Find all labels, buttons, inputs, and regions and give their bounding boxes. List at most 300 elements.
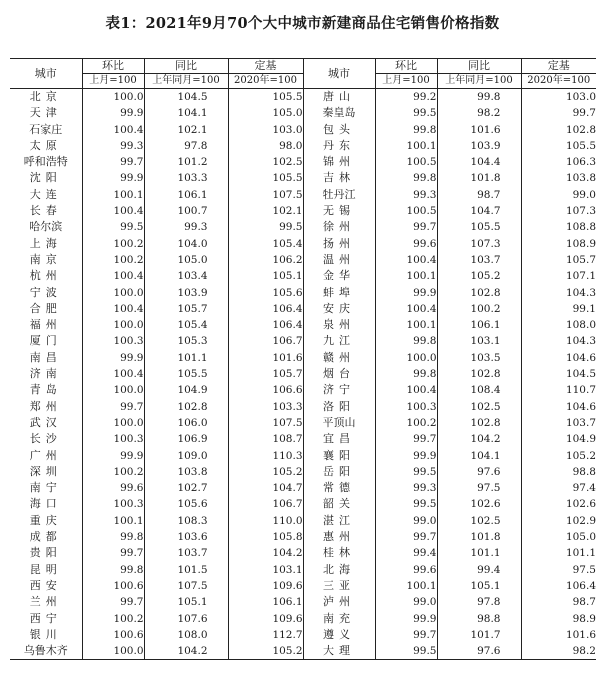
mom-value-left: 100.0 — [82, 317, 144, 333]
table-row — [10, 268, 596, 284]
yoy-value-right: 103.1 — [437, 333, 521, 349]
city-name-right: 北海 — [303, 562, 375, 578]
base-value-left: 109.6 — [228, 611, 303, 627]
base-value-left: 105.6 — [228, 285, 303, 301]
base-value-left: 103.1 — [228, 562, 303, 578]
mom-value-left: 99.8 — [82, 529, 144, 545]
mom-value-left: 100.0 — [82, 382, 144, 398]
city-name-right: 岳阳 — [303, 464, 375, 480]
price-index-table — [10, 58, 596, 660]
city-name-left: 西宁 — [29, 611, 62, 625]
mom-value-right: 99.5 — [375, 643, 437, 660]
yoy-value-left: 109.0 — [144, 448, 228, 464]
table-row — [10, 448, 596, 464]
base-value-right: 108.0 — [521, 317, 596, 333]
yoy-value-right: 97.5 — [437, 480, 521, 496]
city-name-right: 韶关 — [303, 496, 375, 512]
yoy-value-left: 105.6 — [144, 496, 228, 512]
city-name-right: 惠州 — [303, 529, 375, 545]
yoy-value-right: 97.6 — [437, 464, 521, 480]
yoy-value-left: 104.5 — [144, 89, 228, 106]
table-row — [10, 513, 596, 529]
base-value-right: 97.4 — [521, 480, 596, 496]
yoy-value-right: 102.5 — [437, 399, 521, 415]
city-name-left: 重庆 — [29, 513, 62, 527]
mom-value-right: 99.5 — [375, 105, 437, 121]
base-value-left: 105.5 — [228, 89, 303, 106]
base-value-left: 106.7 — [228, 333, 303, 349]
base-value-left: 106.6 — [228, 382, 303, 398]
city-name-right: 襄阳 — [303, 448, 375, 464]
yoy-value-left: 101.1 — [144, 350, 228, 366]
yoy-value-right: 101.1 — [437, 545, 521, 561]
yoy-value-left: 103.4 — [144, 268, 228, 284]
table-row — [10, 496, 596, 512]
mom-value-left: 100.3 — [82, 431, 144, 447]
mom-value-right: 99.8 — [375, 170, 437, 186]
mom-value-left: 100.4 — [82, 268, 144, 284]
city-name-left: 郑州 — [29, 399, 62, 413]
mom-value-right: 99.9 — [375, 611, 437, 627]
base-value-left: 112.7 — [228, 627, 303, 643]
city-name-right: 锦州 — [303, 154, 375, 170]
base-value-right: 99.0 — [521, 187, 596, 203]
city-name-left: 哈尔滨 — [29, 220, 63, 234]
base-value-right: 101.6 — [521, 627, 596, 643]
mom-value-right: 99.8 — [375, 333, 437, 349]
mom-value-right: 99.7 — [375, 219, 437, 235]
subheader-base-right: 2020年=100 — [521, 74, 596, 89]
base-value-right: 106.4 — [521, 578, 596, 594]
table-row — [10, 627, 596, 643]
mom-value-left: 100.2 — [82, 252, 144, 268]
base-value-right: 105.0 — [521, 529, 596, 545]
base-value-right: 99.7 — [521, 105, 596, 121]
yoy-value-left: 105.3 — [144, 333, 228, 349]
mom-value-right: 100.3 — [375, 399, 437, 415]
table-row — [10, 122, 596, 138]
mom-value-right: 100.1 — [375, 138, 437, 154]
city-name-left: 昆明 — [29, 562, 62, 576]
mom-value-left: 100.3 — [82, 496, 144, 512]
city-name-right: 无锡 — [303, 203, 375, 219]
base-value-left: 106.4 — [228, 317, 303, 333]
yoy-value-right: 104.2 — [437, 431, 521, 447]
yoy-value-left: 106.1 — [144, 187, 228, 203]
base-value-right: 102.8 — [521, 122, 596, 138]
table-row — [10, 170, 596, 186]
table-row — [10, 105, 596, 121]
table-row — [10, 529, 596, 545]
city-name-left: 太原 — [29, 138, 62, 152]
table-row — [10, 431, 596, 447]
city-name-left: 银川 — [29, 627, 62, 641]
table-row — [10, 480, 596, 496]
yoy-value-left: 105.7 — [144, 301, 228, 317]
mom-value-left: 100.0 — [82, 285, 144, 301]
city-name-right: 丹东 — [303, 138, 375, 154]
city-name-left: 济南 — [29, 367, 62, 381]
city-name-left: 石家庄 — [29, 122, 63, 136]
header-base-right: 定基 — [521, 59, 596, 74]
city-name-left: 成都 — [29, 530, 62, 544]
city-name-right: 平顶山 — [303, 415, 375, 431]
mom-value-left: 100.2 — [82, 611, 144, 627]
city-name-right: 桂林 — [303, 545, 375, 561]
mom-value-left: 99.8 — [82, 562, 144, 578]
city-name-right: 赣州 — [303, 350, 375, 366]
base-value-left: 104.2 — [228, 545, 303, 561]
yoy-value-left: 105.1 — [144, 594, 228, 610]
base-value-right: 98.8 — [521, 464, 596, 480]
city-name-right: 牡丹江 — [303, 187, 375, 203]
yoy-value-left: 99.3 — [144, 219, 228, 235]
yoy-value-right: 100.2 — [437, 301, 521, 317]
mom-value-left: 100.0 — [82, 643, 144, 660]
yoy-value-right: 99.8 — [437, 89, 521, 106]
yoy-value-right: 104.1 — [437, 448, 521, 464]
mom-value-right: 99.9 — [375, 448, 437, 464]
city-name-right: 唐山 — [303, 89, 375, 106]
yoy-value-right: 108.4 — [437, 382, 521, 398]
yoy-value-left: 104.1 — [144, 105, 228, 121]
mom-value-right: 100.4 — [375, 382, 437, 398]
mom-value-left: 100.1 — [82, 187, 144, 203]
yoy-value-right: 106.1 — [437, 317, 521, 333]
city-name-right: 常德 — [303, 480, 375, 496]
mom-value-left: 99.9 — [82, 350, 144, 366]
mom-value-left: 99.9 — [82, 170, 144, 186]
base-value-left: 105.5 — [228, 170, 303, 186]
yoy-value-left: 105.4 — [144, 317, 228, 333]
base-value-left: 98.0 — [228, 138, 303, 154]
base-value-left: 108.7 — [228, 431, 303, 447]
base-value-right: 103.7 — [521, 415, 596, 431]
mom-value-left: 99.7 — [82, 545, 144, 561]
yoy-value-left: 97.8 — [144, 138, 228, 154]
city-name-right: 吉林 — [303, 170, 375, 186]
city-name-left: 乌鲁木齐 — [10, 643, 82, 660]
mom-value-left: 99.5 — [82, 219, 144, 235]
table-row — [10, 138, 596, 154]
yoy-value-left: 103.8 — [144, 464, 228, 480]
yoy-value-right: 98.8 — [437, 611, 521, 627]
city-name-left: 合肥 — [29, 301, 62, 315]
city-name-right: 大理 — [303, 643, 375, 660]
city-name-left: 兰州 — [29, 595, 62, 609]
yoy-value-right: 103.5 — [437, 350, 521, 366]
table-row — [10, 611, 596, 627]
city-name-left: 天津 — [29, 106, 62, 120]
yoy-value-right: 104.7 — [437, 203, 521, 219]
base-value-right: 105.7 — [521, 252, 596, 268]
table-row — [10, 399, 596, 415]
base-value-right: 103.0 — [521, 89, 596, 106]
city-name-left: 呼和浩特 — [23, 155, 68, 169]
mom-value-right: 99.6 — [375, 562, 437, 578]
mom-value-right: 99.7 — [375, 627, 437, 643]
table-body — [10, 89, 596, 660]
mom-value-right: 99.9 — [375, 285, 437, 301]
city-name-right: 安庆 — [303, 301, 375, 317]
yoy-value-left: 108.3 — [144, 513, 228, 529]
mom-value-right: 100.1 — [375, 578, 437, 594]
header-yoy-right: 同比 — [437, 59, 521, 74]
base-value-left: 102.5 — [228, 154, 303, 170]
yoy-value-left: 103.7 — [144, 545, 228, 561]
mom-value-left: 100.6 — [82, 578, 144, 594]
mom-value-right: 99.0 — [375, 594, 437, 610]
yoy-value-right: 102.8 — [437, 285, 521, 301]
city-name-right: 洛阳 — [303, 399, 375, 415]
yoy-value-right: 101.8 — [437, 170, 521, 186]
base-value-left: 101.6 — [228, 350, 303, 366]
yoy-value-left: 102.8 — [144, 399, 228, 415]
mom-value-left: 99.9 — [82, 448, 144, 464]
mom-value-left: 99.9 — [82, 105, 144, 121]
mom-value-left: 100.0 — [82, 415, 144, 431]
table-row — [10, 89, 596, 106]
base-value-left: 104.7 — [228, 480, 303, 496]
subheader-mom-right: 上月=100 — [375, 74, 437, 89]
table-row — [10, 578, 596, 594]
yoy-value-left: 103.3 — [144, 170, 228, 186]
mom-value-left: 99.7 — [82, 399, 144, 415]
mom-value-left: 100.4 — [82, 203, 144, 219]
yoy-value-left: 103.9 — [144, 285, 228, 301]
base-value-left: 103.0 — [228, 122, 303, 138]
mom-value-left: 100.1 — [82, 513, 144, 529]
base-value-right: 103.8 — [521, 170, 596, 186]
mom-value-left: 100.4 — [82, 122, 144, 138]
base-value-right: 102.9 — [521, 513, 596, 529]
base-value-left: 102.1 — [228, 203, 303, 219]
yoy-value-right: 101.7 — [437, 627, 521, 643]
table-row — [10, 317, 596, 333]
yoy-value-right: 98.2 — [437, 105, 521, 121]
base-value-right: 99.1 — [521, 301, 596, 317]
yoy-value-left: 104.9 — [144, 382, 228, 398]
base-value-right: 104.6 — [521, 399, 596, 415]
base-value-left: 106.7 — [228, 496, 303, 512]
base-value-right: 102.6 — [521, 496, 596, 512]
city-name-right: 扬州 — [303, 236, 375, 252]
city-name-right: 徐州 — [303, 219, 375, 235]
base-value-left: 105.8 — [228, 529, 303, 545]
base-value-right: 98.2 — [521, 643, 596, 660]
yoy-value-left: 105.0 — [144, 252, 228, 268]
table-row — [10, 285, 596, 301]
base-value-right: 104.3 — [521, 333, 596, 349]
mom-value-left: 99.6 — [82, 480, 144, 496]
base-value-right: 107.3 — [521, 203, 596, 219]
city-name-left: 广州 — [29, 448, 62, 462]
mom-value-right: 100.1 — [375, 317, 437, 333]
city-name-right: 泸州 — [303, 594, 375, 610]
mom-value-left: 100.6 — [82, 627, 144, 643]
mom-value-right: 100.2 — [375, 415, 437, 431]
table-row — [10, 301, 596, 317]
mom-value-right: 100.5 — [375, 203, 437, 219]
city-name-right: 遵义 — [303, 627, 375, 643]
base-value-left: 105.2 — [228, 643, 303, 660]
city-name-right: 湛江 — [303, 513, 375, 529]
table-row — [10, 594, 596, 610]
table-title: 表1：2021年9月70个大中城市新建商品住宅销售价格指数 — [105, 15, 500, 32]
mom-value-right: 99.5 — [375, 496, 437, 512]
header-yoy-left: 同比 — [144, 59, 228, 74]
subheader-yoy-right: 上年同月=100 — [437, 74, 521, 89]
base-value-right: 108.9 — [521, 236, 596, 252]
base-value-right: 105.5 — [521, 138, 596, 154]
base-value-right: 107.1 — [521, 268, 596, 284]
mom-value-right: 99.3 — [375, 187, 437, 203]
table-row — [10, 203, 596, 219]
base-value-left: 106.4 — [228, 301, 303, 317]
city-name-left: 南宁 — [29, 481, 62, 495]
yoy-value-left: 108.0 — [144, 627, 228, 643]
mom-value-right: 99.6 — [375, 236, 437, 252]
base-value-right: 104.5 — [521, 366, 596, 382]
city-name-left: 长沙 — [29, 432, 62, 446]
yoy-value-left: 101.5 — [144, 562, 228, 578]
yoy-value-right: 102.8 — [437, 366, 521, 382]
city-name-left: 贵阳 — [29, 546, 62, 560]
city-name-left: 武汉 — [29, 415, 62, 429]
yoy-value-right: 107.3 — [437, 236, 521, 252]
yoy-value-right: 102.8 — [437, 415, 521, 431]
city-name-left: 深圳 — [29, 464, 62, 478]
yoy-value-right: 104.4 — [437, 154, 521, 170]
mom-value-right: 100.4 — [375, 252, 437, 268]
base-value-right: 106.3 — [521, 154, 596, 170]
header-mom-left: 环比 — [82, 59, 144, 74]
mom-value-left: 100.4 — [82, 366, 144, 382]
yoy-value-left: 105.5 — [144, 366, 228, 382]
city-name-left: 上海 — [29, 236, 62, 250]
city-name-left: 青岛 — [29, 383, 62, 397]
city-name-left: 福州 — [29, 318, 62, 332]
base-value-left: 106.2 — [228, 252, 303, 268]
city-name-right: 南充 — [303, 611, 375, 627]
table-row — [10, 236, 596, 252]
base-value-right: 108.8 — [521, 219, 596, 235]
city-name-left: 西安 — [29, 578, 62, 592]
base-value-left: 103.3 — [228, 399, 303, 415]
yoy-value-left: 106.0 — [144, 415, 228, 431]
mom-value-left: 99.7 — [82, 594, 144, 610]
table-row — [10, 545, 596, 561]
mom-value-right: 99.2 — [375, 89, 437, 106]
city-name-right: 包头 — [303, 122, 375, 138]
yoy-value-right: 105.5 — [437, 219, 521, 235]
subheader-yoy-left: 上年同月=100 — [144, 74, 228, 89]
city-name-right: 三亚 — [303, 578, 375, 594]
base-value-left: 107.5 — [228, 187, 303, 203]
table-row — [10, 333, 596, 349]
mom-value-left: 100.2 — [82, 236, 144, 252]
table-row — [10, 252, 596, 268]
city-name-left: 大连 — [29, 187, 62, 201]
table-row — [10, 562, 596, 578]
city-name-right: 秦皇岛 — [303, 105, 375, 121]
base-value-left: 105.4 — [228, 236, 303, 252]
mom-value-left: 100.3 — [82, 333, 144, 349]
table-row — [10, 187, 596, 203]
yoy-value-left: 104.0 — [144, 236, 228, 252]
mom-value-right: 99.4 — [375, 545, 437, 561]
yoy-value-right: 101.6 — [437, 122, 521, 138]
base-value-left: 105.7 — [228, 366, 303, 382]
yoy-value-right: 103.9 — [437, 138, 521, 154]
mom-value-right: 100.1 — [375, 268, 437, 284]
city-name-right: 泉州 — [303, 317, 375, 333]
city-name-left: 长春 — [29, 204, 62, 218]
city-name-left: 海口 — [29, 497, 62, 511]
city-name-left: 厦门 — [29, 334, 62, 348]
mom-value-right: 99.3 — [375, 480, 437, 496]
table-row — [10, 154, 596, 170]
city-name-left: 宁波 — [29, 285, 62, 299]
base-value-right: 105.2 — [521, 448, 596, 464]
city-name-left: 沈阳 — [29, 171, 62, 185]
subheader-base-left: 2020年=100 — [228, 74, 303, 89]
mom-value-right: 100.4 — [375, 301, 437, 317]
base-value-left: 105.1 — [228, 268, 303, 284]
yoy-value-left: 106.9 — [144, 431, 228, 447]
city-name-right: 九江 — [303, 333, 375, 349]
city-name-right: 济宁 — [303, 382, 375, 398]
base-value-right: 97.5 — [521, 562, 596, 578]
base-value-left: 99.5 — [228, 219, 303, 235]
yoy-value-left: 102.7 — [144, 480, 228, 496]
table-row — [10, 366, 596, 382]
table-row — [10, 350, 596, 366]
mom-value-left: 99.7 — [82, 154, 144, 170]
base-value-left: 110.3 — [228, 448, 303, 464]
mom-value-right: 99.7 — [375, 431, 437, 447]
yoy-value-right: 105.2 — [437, 268, 521, 284]
base-value-right: 101.1 — [521, 545, 596, 561]
yoy-value-right: 102.6 — [437, 496, 521, 512]
city-name-right: 金华 — [303, 268, 375, 284]
city-name-left: 南昌 — [29, 350, 62, 364]
yoy-value-right: 97.6 — [437, 643, 521, 660]
city-name-left: 南京 — [29, 252, 62, 266]
base-value-left: 109.6 — [228, 578, 303, 594]
yoy-value-right: 105.1 — [437, 578, 521, 594]
header-mom-right: 环比 — [375, 59, 437, 74]
header-city-right: 城市 — [303, 59, 375, 89]
mom-value-left: 99.3 — [82, 138, 144, 154]
yoy-value-right: 97.8 — [437, 594, 521, 610]
mom-value-right: 99.8 — [375, 122, 437, 138]
mom-value-left: 100.4 — [82, 301, 144, 317]
yoy-value-right: 99.4 — [437, 562, 521, 578]
yoy-value-left: 102.1 — [144, 122, 228, 138]
base-value-left: 105.0 — [228, 105, 303, 121]
mom-value-right: 99.5 — [375, 464, 437, 480]
yoy-value-left: 107.6 — [144, 611, 228, 627]
mom-value-left: 100.0 — [82, 89, 144, 106]
mom-value-right: 100.5 — [375, 154, 437, 170]
city-name-right: 温州 — [303, 252, 375, 268]
mom-value-right: 99.8 — [375, 366, 437, 382]
yoy-value-right: 102.5 — [437, 513, 521, 529]
base-value-right: 104.9 — [521, 431, 596, 447]
yoy-value-left: 101.2 — [144, 154, 228, 170]
base-value-right: 104.6 — [521, 350, 596, 366]
